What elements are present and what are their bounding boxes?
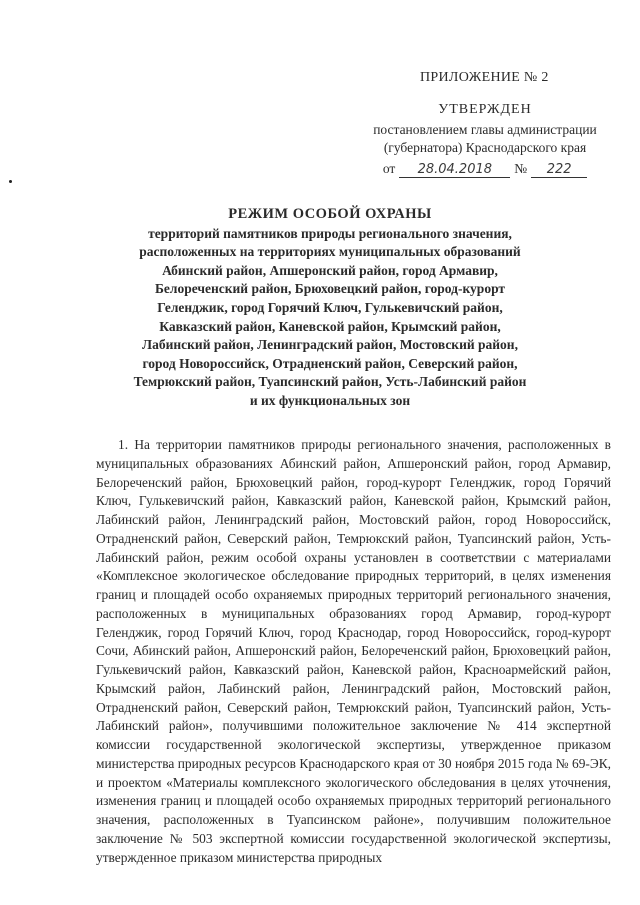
- document-title: [110, 205, 550, 411]
- title-line: территорий памятников природы регионального значения,: [148, 225, 512, 241]
- decree-line-2: (губернатора) Краснодарского края: [383, 140, 587, 155]
- handwritten-date: 28.04.2018: [399, 162, 510, 178]
- title-line: Кавказский район, Каневской район, Крымский район,: [159, 318, 501, 334]
- approved-heading: УТВЕРЖДЕН: [438, 102, 532, 117]
- decree-line-1: постановлением главы администрации: [373, 121, 597, 137]
- approval-block: [360, 101, 610, 178]
- number-sign: №: [514, 160, 528, 176]
- title-line: и их функциональных зон: [249, 392, 411, 408]
- date-number-line: [360, 160, 610, 179]
- title-main: РЕЖИМ ОСОБОЙ ОХРАНЫ: [228, 206, 432, 222]
- handwritten-number: 222: [531, 162, 587, 178]
- appendix-label: ПРИЛОЖЕНИЕ № 2: [420, 70, 549, 85]
- title-line: Белореченский район, Брюховецкий район, город-курорт: [154, 281, 506, 297]
- title-line: расположенных на территориях муниципальных образований: [139, 244, 521, 260]
- date-prefix: от: [382, 160, 396, 176]
- title-line: город Новороссийск, Отрадненский район, Северский район,: [142, 355, 518, 371]
- title-line: Абинский район, Апшеронский район, город Армавир,: [162, 262, 498, 278]
- title-line: Темрюкский район, Туапсинский район, Усть-Лабинский район: [133, 374, 527, 390]
- title-line: Геленджик, город Горячий Ключ, Гулькевичский район,: [157, 299, 503, 315]
- title-line: Лабинский район, Ленинградский район, Мостовский район,: [142, 337, 518, 353]
- scan-dot-mark: [9, 180, 12, 183]
- body-paragraph-1: 1. На территории памятников природы регионального значения, расположенных в муниципальных образованиях Абинский район, Апшеронский район, город Армавир, Белореченский район, Брюховецкий район, город-курорт Геленджик, город Горячий Ключ, Гулькевичский район, Кавказский район, Каневской район, Крымский район, Лабинский район, Ленинградский район, Мостовский район, город Новороссийск, Отрадненский район, Северский район, Темрюкский район, Туапсинский район, Усть-Лабинский район, режим особой охраны установлен в соответствии с материалами «Комплексное экологическое обследование природных территорий, в целях изменения границ и площадей особо охраняемых природных территорий регионального значения, расположенных в муниципальных образованиях город Армавир, город-курорт Геленджик, город Горячий Ключ, город Краснодар, город Новороссийск, город-курорт Сочи, Абинский район, Апшеронский район, Белореченский район, Брюховецкий район, Гулькевичский район, Кавказский район, Каневской район, Красноармейский район, Крымский район, Лабинский район, Ленинградский район, Мостовский район, Отрадненский район, Северский район, Темрюкский район, Туапсинский район, Усть-Лабинский район», получившими положительное заключение № 414 экспертной комиссии государственной экологической экспертизы, утвержденное приказом министерства природных ресурсов Краснодарского края от 30 ноября 2015 года № 69-ЭК, и проектом «Материалы комплексного экологического обследования в целях уточнения, изменения границ и площадей особо охраняемых природных территорий регионального значения, расположенных в Туапсинском районе», получившим положительное заключение № 503 экспертной комиссии государственной экологической экспертизы, утвержденное приказом министерства природных: [96, 437, 611, 865]
